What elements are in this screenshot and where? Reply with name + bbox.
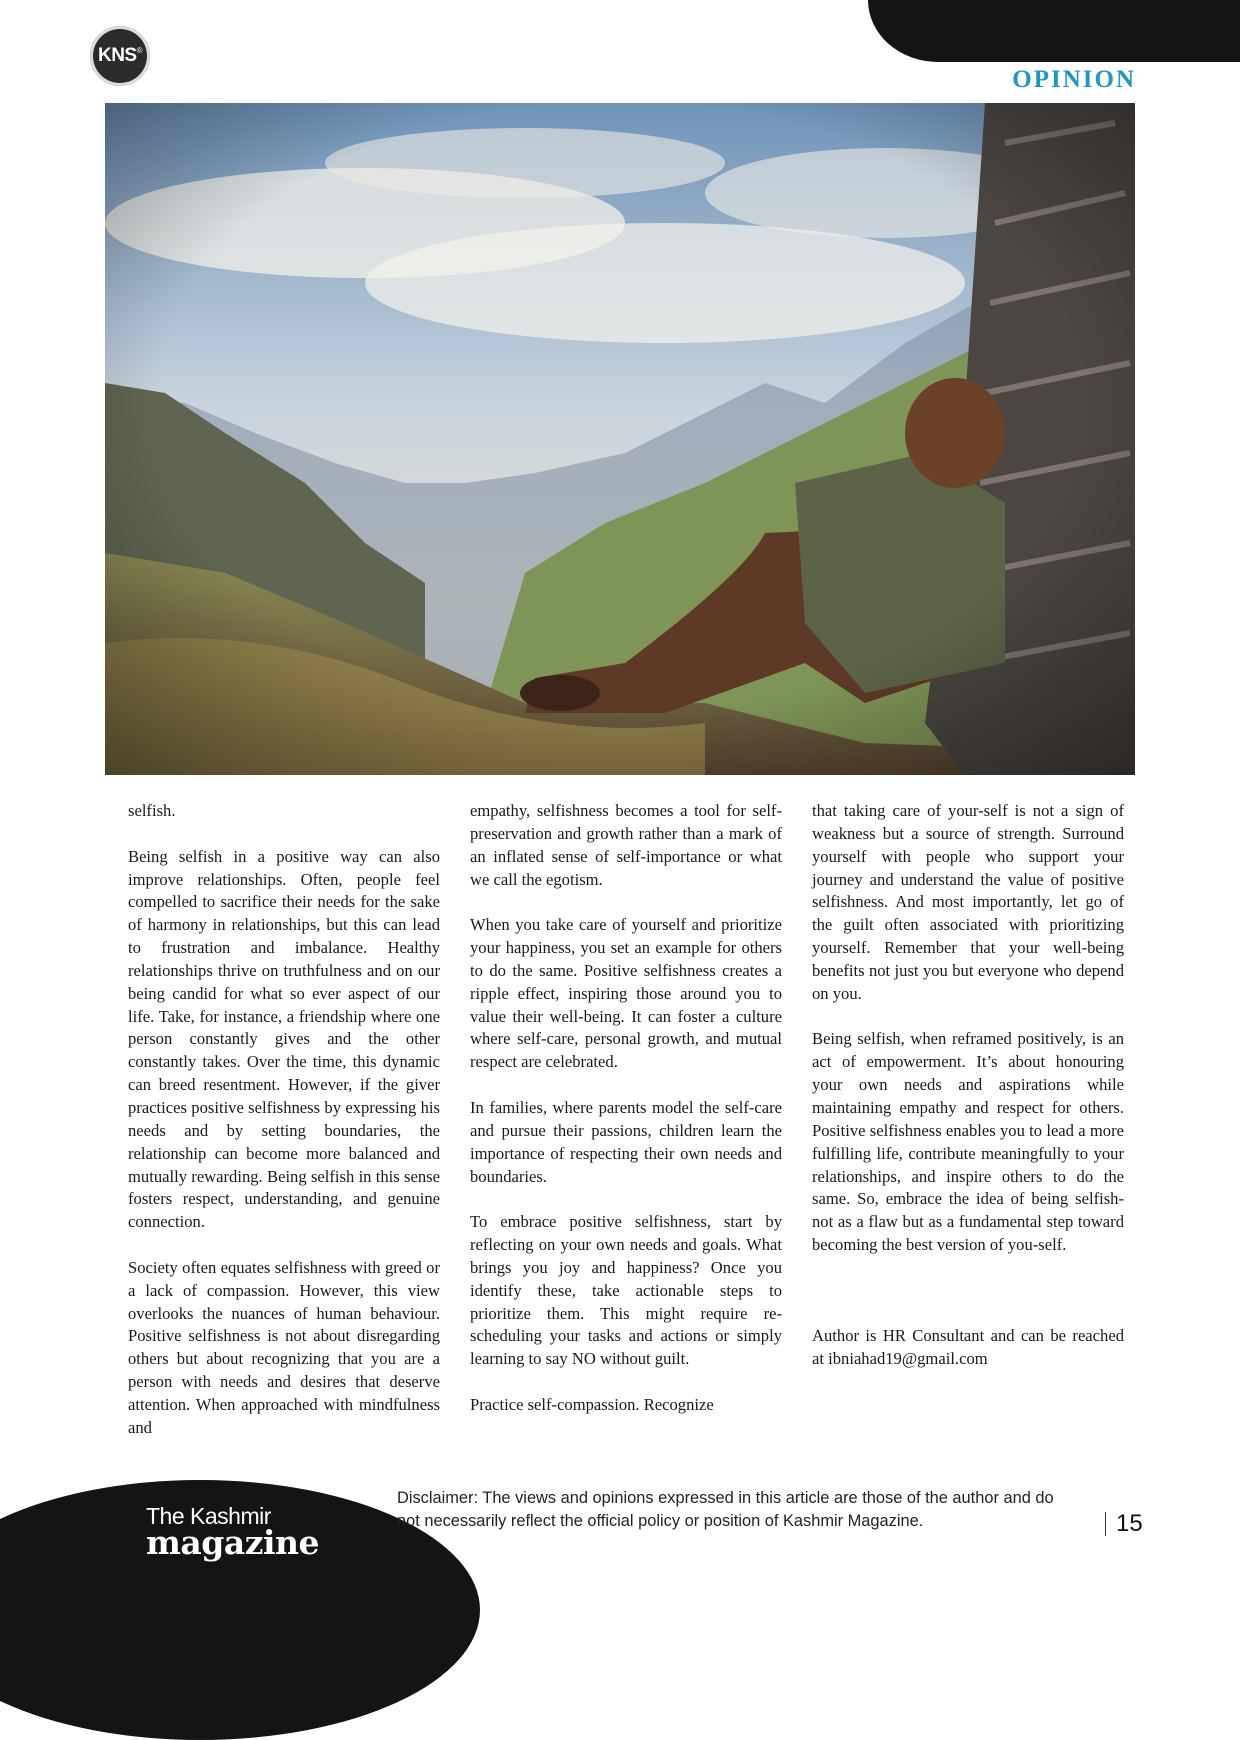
registered-mark: ®: [136, 45, 143, 55]
brand-main-text: magazine: [146, 1523, 320, 1562]
kns-logo-text: KNS: [97, 45, 137, 66]
paragraph: empathy, selfishness becomes a tool for self-preservation and growth rather than a mark of an inflated sense of self-importance or what we call the egotism.: [470, 801, 782, 889]
kashmir-magazine-logo: [146, 1503, 320, 1562]
column-spacer: [812, 1280, 1124, 1326]
paragraph: Practice self-compassion. Recognize: [470, 1394, 714, 1414]
paragraph: When you take care of yourself and prioritize your happiness, you set an example for others to do the same. Positive selfishness creates a ripple effect, inspiring those around you to value their well-being. It can foster a culture where self-care, personal growth, and mutual respect are celebrated.: [470, 915, 782, 1072]
page-number-divider: [1105, 1512, 1106, 1536]
article-body: [128, 800, 1124, 1468]
paragraph: that taking care of your-self is not a sign of weakness but a source of strength. Surround yourself with people who support your journey and understand the value of positive selfishness. And most importantly, let go of the guilt often associated with prioritizing yourself. Remember that your well-being benefits not just you but everyone who depend on you.: [812, 801, 1124, 1003]
page-number: 15: [1116, 1510, 1143, 1537]
article-column-1: [128, 800, 440, 1468]
paragraph: To embrace positive selfishness, start by reflecting on your own needs and goals. What brings you joy and happiness? Once you identify these, take actionable steps to prioritize them. This might require re- scheduling your tasks and actions or simply learning to say NO without guilt.: [470, 1212, 782, 1369]
paragraph: In families, where parents model the self-care and pursue their passions, children learn the importance of respecting their own needs and boundaries.: [470, 1097, 782, 1186]
header-black-band: [868, 0, 1240, 62]
disclaimer: Disclaimer: The views and opinions expressed in this article are those of the author and do not necessarily reflect the official policy or position of Kashmir Magazine.: [397, 1489, 1054, 1530]
paragraph: Being selfish in a positive way can also improve relationships. Often, people feel compelled to sacrifice their needs for the sake of harmony in relationships, but this can lead to frustration and imbalance. Healthy relationships thrive on truthfulness and on our being candid for what so ever aspect of our life. Take, for instance, a friendship where one person constantly gives and the other constantly takes. Over the time, this dynamic can breed resentment. However, if the giver practices positive selfishness by expressing his needs and by setting boundaries, the relationship can become more balanced and mutually rewarding. Being selfish in this sense fosters respect, understanding, and genuine connection.: [128, 846, 440, 1232]
paragraph: Society often equates selfishness with greed or a lack of compassion. However, this view overlooks the nuances of human behaviour. Positive selfishness is not about disregarding others but about recognizing that you are a person with needs and desires that deserve attention. When approached with mindfulness and: [128, 1257, 440, 1437]
kns-logo: [90, 26, 150, 86]
mountain-valley-photo-icon: [105, 103, 1135, 775]
section-label: OPINION: [1012, 66, 1136, 93]
paragraph: selfish.: [128, 801, 176, 820]
article-column-2: [470, 800, 782, 1468]
paragraph: Being selfish, when reframed positively, is an act of empowerment. It’s about honouring your own needs and aspirations while maintaining empathy and respect for others. Positive selfishness enables you to lead a more fulfilling life, contribute meaningfully to your relationships, and inspire others to do the same. So, embrace the idea of being selfish-not as a flaw but as a fundamental step toward becoming the best version of you-self.: [812, 1029, 1124, 1255]
article-column-3: [812, 800, 1124, 1468]
author-note: Author is HR Consultant and can be reached at ibniahad19@gmail.com: [812, 1326, 1124, 1369]
brand-top-text: The Kashmir: [146, 1503, 271, 1529]
